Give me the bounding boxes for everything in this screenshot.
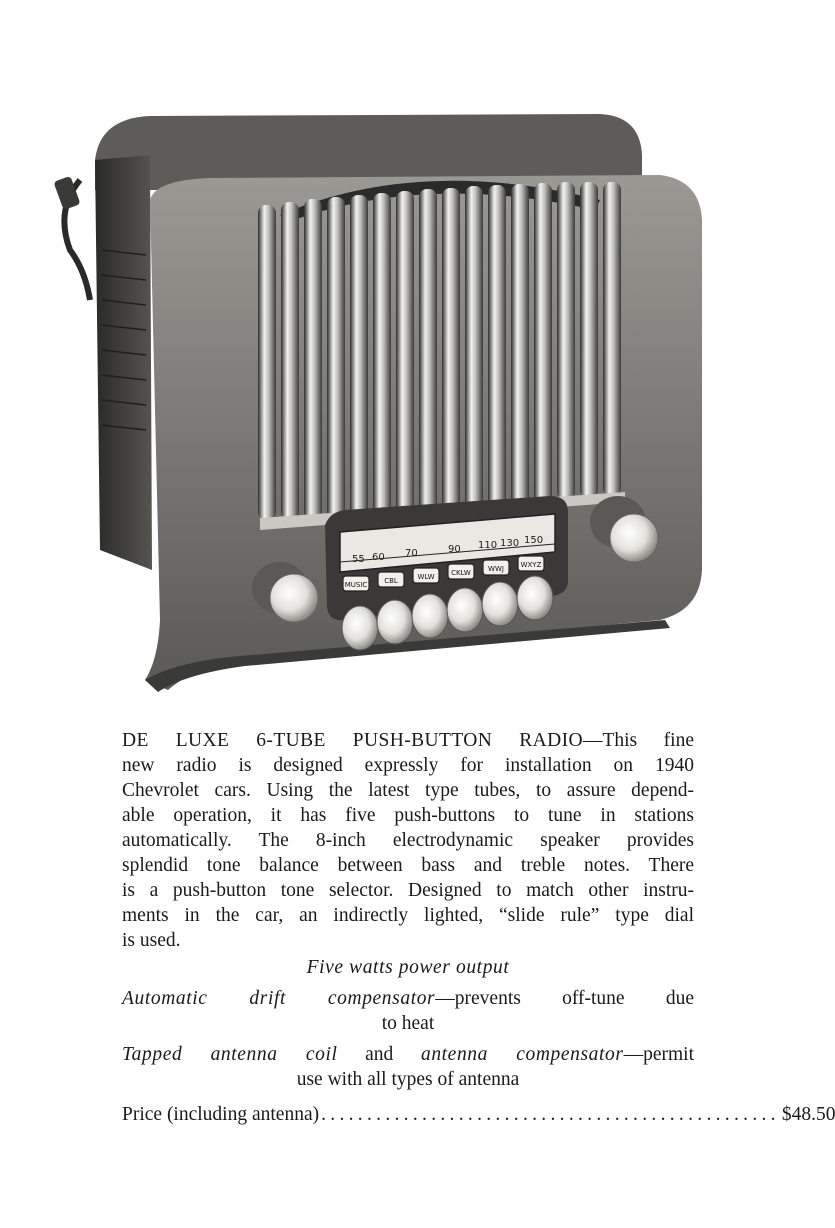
- svg-text:110: 110: [478, 540, 498, 551]
- price-value: $48.50: [781, 1104, 835, 1125]
- svg-text:60: 60: [372, 552, 385, 563]
- svg-text:70: 70: [405, 548, 418, 559]
- description-line: is a push-button tone selector. Designed to match other instru-: [122, 880, 694, 901]
- description-line: able operation, it has five push-buttons to tune in stations: [122, 805, 694, 826]
- svg-text:CBL: CBL: [384, 577, 398, 585]
- description-line: automatically. The 8-inch electrodynamic speaker provides: [122, 830, 694, 851]
- price-row: [122, 1102, 835, 1127]
- description-block: [122, 728, 835, 1127]
- svg-text:150: 150: [524, 535, 544, 546]
- svg-text:WWJ: WWJ: [488, 565, 504, 573]
- description-line: new radio is designed expressly for installation on 1940: [122, 755, 694, 776]
- description-line: is used.: [122, 930, 181, 951]
- product-heading: DE LUXE 6-TUBE PUSH-BUTTON RADIO: [122, 730, 583, 751]
- description-line: splendid tone balance between bass and treble notes. There: [122, 855, 694, 876]
- svg-text:MUSIC: MUSIC: [344, 581, 368, 589]
- svg-text:130: 130: [500, 538, 520, 549]
- radio-illustration: [40, 100, 770, 700]
- svg-text:WLW: WLW: [417, 573, 435, 581]
- svg-text:WXYZ: WXYZ: [520, 561, 542, 569]
- feature-drift: Automatic drift compensator—prevents off-tune due to heat: [122, 988, 695, 1034]
- description-paragraph: [122, 728, 694, 953]
- svg-text:90: 90: [448, 544, 461, 555]
- description-line: —This fine: [582, 730, 695, 751]
- description-line: ments in the car, an indirectly lighted, “slide rule” type dial: [122, 905, 694, 926]
- price-label: Price (including antenna): [122, 1104, 320, 1125]
- description-line: Chevrolet cars. Using the latest type tubes, to assure depend-: [122, 780, 694, 801]
- price-leader-dots: ..................................................: [321, 1104, 780, 1125]
- feature-power: Five watts power output: [306, 957, 510, 978]
- svg-text:55: 55: [352, 554, 365, 565]
- svg-text:CKLW: CKLW: [451, 569, 471, 577]
- feature-antenna: Tapped antenna coil and antenna compensator—permit use with all types of antenna: [122, 1044, 694, 1090]
